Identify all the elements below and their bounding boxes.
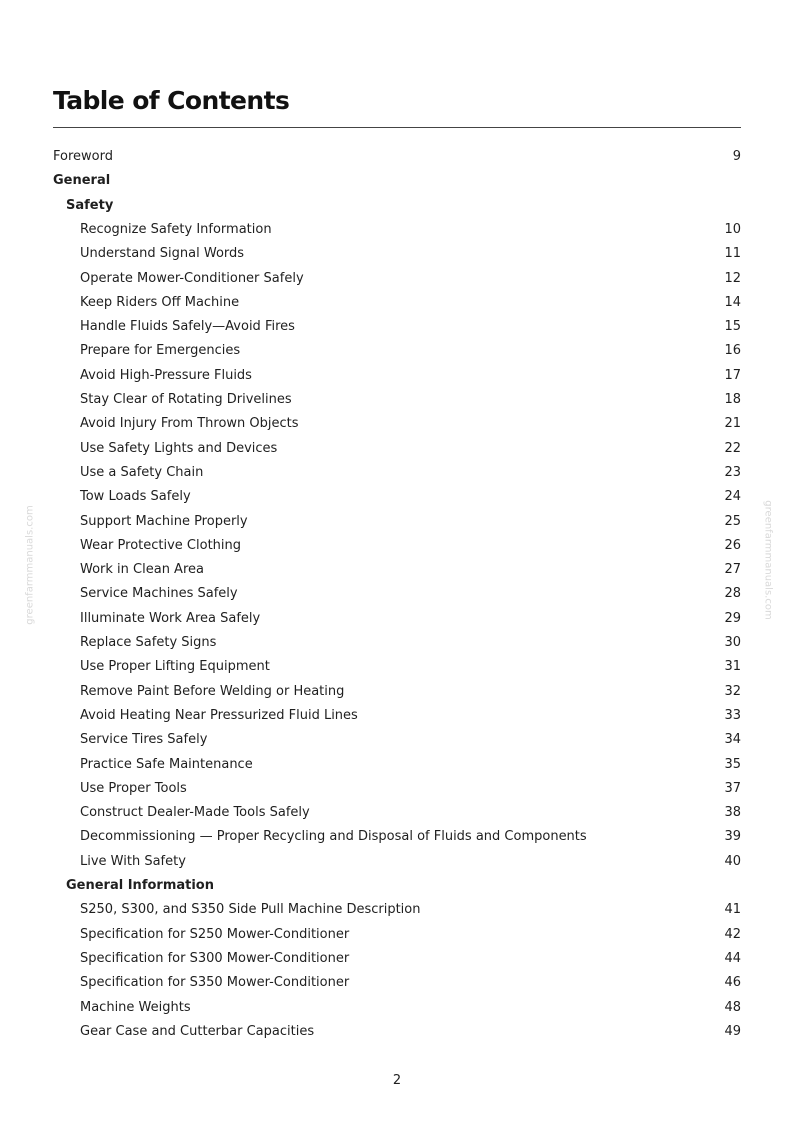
- toc-entry-page: 12: [724, 270, 741, 286]
- toc-entry-label: Machine Weights: [80, 999, 191, 1015]
- toc-entry-label: Remove Paint Before Welding or Heating: [80, 683, 345, 699]
- toc-entry[interactable]: [80, 558, 741, 582]
- toc-entry[interactable]: [80, 1020, 741, 1044]
- toc-entry[interactable]: [80, 607, 741, 631]
- toc-entry-page: 32: [724, 683, 741, 699]
- toc-entry-label: Illuminate Work Area Safely: [80, 610, 261, 626]
- toc-entry-page: 9: [732, 149, 741, 164]
- toc-entry-label: Stay Clear of Rotating Drivelines: [80, 392, 292, 407]
- toc-entry-label: Avoid Heating Near Pressurized Fluid Lines: [80, 707, 358, 723]
- toc-entry-label: Construct Dealer-Made Tools Safely: [80, 805, 310, 821]
- page-number: 2: [392, 1073, 402, 1088]
- toc-entry-page: 21: [724, 416, 741, 432]
- toc-entry-label: Specification for S300 Mower-Conditioner: [80, 950, 350, 966]
- toc-entry[interactable]: [80, 388, 741, 412]
- toc-entry-page: 16: [724, 343, 741, 359]
- toc-entry-label: General Information: [66, 878, 214, 893]
- toc-section-heading[interactable]: [53, 169, 741, 193]
- toc-entry-label: Avoid High-Pressure Fluids: [80, 367, 252, 383]
- toc-entry-label: Handle Fluids Safely—Avoid Fires: [80, 319, 295, 335]
- toc-entry[interactable]: [80, 753, 741, 777]
- toc-entry[interactable]: [80, 291, 741, 315]
- toc-entry[interactable]: [80, 267, 741, 291]
- toc-entry-label: Use Proper Tools: [80, 780, 187, 796]
- toc-entry-label: Operate Mower-Conditioner Safely: [80, 270, 304, 286]
- toc-entry-page: 35: [724, 756, 741, 772]
- toc-entry[interactable]: [80, 461, 741, 485]
- toc-entry-label: Use Safety Lights and Devices: [80, 440, 278, 456]
- toc-entry-label: Specification for S250 Mower-Conditioner: [80, 926, 350, 942]
- toc-entry[interactable]: [80, 242, 741, 266]
- toc-entry[interactable]: [80, 510, 741, 534]
- toc-entry[interactable]: [80, 412, 741, 436]
- toc-entry[interactable]: [80, 704, 741, 728]
- toc-entry-page: 22: [724, 440, 741, 456]
- toc-entry[interactable]: [80, 947, 741, 971]
- toc-section-heading[interactable]: [66, 194, 741, 218]
- toc-entry[interactable]: [80, 315, 741, 339]
- toc-entry-label: Gear Case and Cutterbar Capacities: [80, 1023, 315, 1039]
- toc-entry-label: Service Machines Safely: [80, 586, 238, 602]
- toc-entry-page: 33: [724, 707, 741, 723]
- toc-entry-label: Keep Riders Off Machine: [80, 294, 240, 310]
- toc-entry[interactable]: [80, 339, 741, 363]
- toc-entry-label: Use Proper Lifting Equipment: [80, 659, 270, 675]
- toc-entry-label: Work in Clean Area: [80, 562, 204, 578]
- toc-entry-page: 29: [724, 610, 741, 626]
- toc-entry-label: Decommissioning — Proper Recycling and Disposal of Fluids and Components: [80, 829, 587, 845]
- toc-entry-page: 37: [724, 780, 741, 796]
- toc-entry[interactable]: [80, 364, 741, 388]
- toc-entry-page: 44: [724, 950, 741, 966]
- toc-entry-page: 25: [724, 513, 741, 529]
- watermark-right: greenfarmmanuals.com: [762, 500, 774, 620]
- toc-entry-page: 31: [724, 659, 741, 675]
- toc-entry-page: 46: [724, 975, 741, 991]
- toc-entry-page: 40: [724, 853, 741, 869]
- toc-entry[interactable]: [80, 971, 741, 995]
- toc-entry-label: Wear Protective Clothing: [80, 537, 242, 553]
- toc-entry-label: Safety: [66, 197, 114, 213]
- toc-entry-page: 11: [724, 246, 741, 262]
- toc-entry[interactable]: [80, 437, 741, 461]
- watermark-left: greenfarmmanuals.com: [24, 505, 36, 625]
- page-title: Table of Contents: [53, 86, 290, 115]
- toc-entry-page: 15: [724, 319, 741, 335]
- toc-entry[interactable]: [80, 218, 741, 242]
- toc-entry-label: Tow Loads Safely: [80, 489, 191, 505]
- toc-entry[interactable]: [80, 631, 741, 655]
- toc-entry[interactable]: [80, 898, 741, 922]
- toc-entry-page: 23: [724, 464, 741, 480]
- toc-entry-label: Support Machine Properly: [80, 513, 248, 529]
- toc-entry-label: Foreword: [53, 149, 113, 164]
- toc-entry-page: 38: [724, 805, 741, 821]
- toc-entry-page: 14: [724, 294, 741, 310]
- toc-entry[interactable]: [80, 534, 741, 558]
- toc-entry[interactable]: [80, 801, 741, 825]
- toc-entry-label: Service Tires Safely: [80, 732, 208, 748]
- toc-entry[interactable]: [80, 485, 741, 509]
- toc-entry-page: 49: [724, 1023, 741, 1039]
- toc-entry-page: 17: [724, 367, 741, 383]
- toc-entry-label: Avoid Injury From Thrown Objects: [80, 416, 299, 432]
- toc-entry-label: Replace Safety Signs: [80, 635, 217, 650]
- toc-entry-page: 18: [724, 392, 741, 407]
- toc-entry-page: 10: [724, 221, 741, 237]
- toc-entry[interactable]: [80, 777, 741, 801]
- toc-entry-page: 39: [724, 829, 741, 845]
- toc-entry-label: Use a Safety Chain: [80, 464, 204, 480]
- toc-section-heading[interactable]: [66, 874, 741, 898]
- toc-entry[interactable]: [80, 850, 741, 874]
- toc-entry-label: S250, S300, and S350 Side Pull Machine Description: [80, 902, 421, 918]
- toc-entry-page: 24: [724, 489, 741, 505]
- toc-entry[interactable]: [80, 825, 741, 849]
- toc-entry-label: Prepare for Emergencies: [80, 343, 241, 359]
- toc-entry-page: 41: [724, 902, 741, 918]
- toc-entry-page: 28: [724, 586, 741, 602]
- toc-entry-label: Live With Safety: [80, 853, 186, 869]
- toc-entry[interactable]: [80, 996, 741, 1020]
- toc-entry-page: 42: [724, 926, 741, 942]
- toc-entry-label: Specification for S350 Mower-Conditioner: [80, 975, 350, 991]
- toc-entry-label: Practice Safe Maintenance: [80, 756, 253, 772]
- toc-entry-page: 34: [724, 732, 741, 748]
- toc-entry[interactable]: [80, 680, 741, 704]
- toc-entry[interactable]: [80, 728, 741, 752]
- toc-entry-label: Recognize Safety Information: [80, 221, 272, 237]
- toc-entry-top[interactable]: [53, 145, 741, 169]
- toc-entry-page: 27: [724, 562, 741, 578]
- toc-entry-page: 30: [724, 635, 741, 650]
- title-divider: [53, 127, 741, 128]
- toc-entry[interactable]: [80, 655, 741, 679]
- toc-entry-page: 48: [724, 999, 741, 1015]
- toc-entry-label: General: [53, 173, 111, 189]
- toc-entry[interactable]: [80, 582, 741, 606]
- toc-entry-label: Understand Signal Words: [80, 246, 245, 262]
- toc-entry-page: 26: [724, 537, 741, 553]
- toc-entry[interactable]: [80, 923, 741, 947]
